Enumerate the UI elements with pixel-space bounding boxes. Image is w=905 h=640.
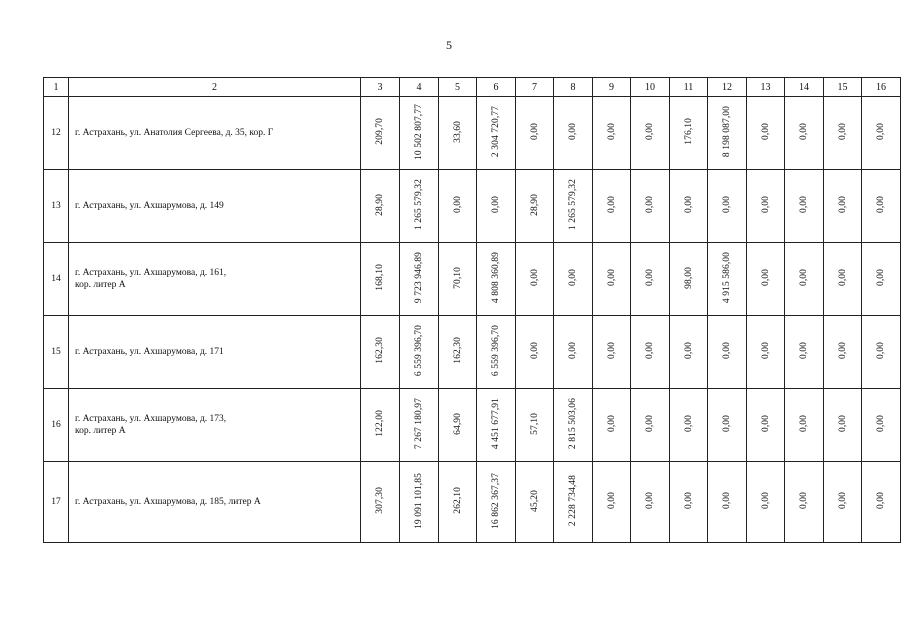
column-number-header: 16 — [862, 78, 901, 97]
table-row — [44, 243, 901, 316]
value-cell — [400, 316, 439, 389]
value-text: 0,00 — [799, 195, 809, 214]
value-text: 0,00 — [606, 414, 617, 433]
value-cell — [554, 462, 593, 543]
value-cell — [439, 97, 477, 170]
value-text: 0,00 — [837, 341, 848, 360]
value-cell — [439, 243, 477, 316]
row-number-cell: 16 — [44, 389, 69, 462]
value-cell — [824, 389, 862, 462]
value-text: 0,00 — [606, 268, 617, 287]
value-cell — [554, 316, 593, 389]
value-cell — [477, 462, 516, 543]
column-number-header: 3 — [361, 78, 400, 97]
address-line: г. Астрахань, ул. Анатолия Сергеева, д. 35, кор. Г — [75, 128, 274, 138]
value-cell — [862, 462, 901, 543]
value-text: 0,00 — [606, 195, 617, 214]
value-text: 4 915 586,00 — [722, 251, 732, 304]
value-cell — [708, 462, 747, 543]
value-cell — [400, 170, 439, 243]
value-cell — [785, 170, 824, 243]
value-cell — [554, 97, 593, 170]
value-text: 0,00 — [606, 491, 617, 510]
value-cell — [785, 462, 824, 543]
value-text: 0,00 — [568, 341, 578, 360]
value-cell — [361, 389, 400, 462]
value-text: 7 267 180,97 — [414, 397, 424, 450]
value-text: 0,00 — [722, 414, 732, 433]
value-cell — [708, 389, 747, 462]
column-number-header: 14 — [785, 78, 824, 97]
address-cell — [69, 243, 361, 316]
address-cell — [69, 316, 361, 389]
value-cell — [862, 389, 901, 462]
value-text: 33,60 — [452, 120, 463, 143]
value-cell — [785, 316, 824, 389]
column-number-header: 6 — [477, 78, 516, 97]
address-line: г. Астрахань, ул. Ахшарумова, д. 173, — [75, 414, 227, 424]
value-text: 0,00 — [683, 414, 694, 433]
value-text: 2 304 720,77 — [491, 105, 501, 158]
value-cell — [477, 243, 516, 316]
value-text: 57,10 — [529, 412, 540, 435]
column-number-header: 9 — [593, 78, 631, 97]
value-cell — [516, 170, 554, 243]
row-number-cell: 13 — [44, 170, 69, 243]
value-cell — [439, 316, 477, 389]
value-text: 4 451 677,91 — [491, 397, 501, 450]
value-text: 0,00 — [799, 491, 809, 510]
value-cell — [593, 462, 631, 543]
value-cell — [747, 170, 785, 243]
value-text: 4 808 360,89 — [491, 251, 501, 304]
value-text: 8 198 087,00 — [722, 105, 732, 158]
value-cell — [516, 243, 554, 316]
column-number-header: 13 — [747, 78, 785, 97]
value-text: 122,00 — [375, 410, 385, 437]
value-text: 176,10 — [683, 118, 694, 145]
column-number-header: 8 — [554, 78, 593, 97]
value-cell — [400, 462, 439, 543]
value-text: 0,00 — [760, 195, 771, 214]
value-text: 0,00 — [799, 341, 809, 360]
row-number-cell: 12 — [44, 97, 69, 170]
value-text: 70,10 — [452, 266, 463, 289]
value-text: 0,00 — [876, 195, 886, 214]
value-text: 0,00 — [876, 341, 886, 360]
value-text: 0,00 — [876, 491, 886, 510]
address-line: кор. литер А — [75, 426, 126, 436]
value-cell — [862, 170, 901, 243]
value-cell — [631, 170, 670, 243]
value-cell — [631, 389, 670, 462]
page-number: 5 — [446, 38, 452, 52]
value-cell — [670, 170, 708, 243]
value-text: 0,00 — [683, 195, 694, 214]
value-text: 0,00 — [876, 122, 886, 141]
value-cell — [593, 316, 631, 389]
value-text: 0,00 — [760, 122, 771, 141]
address-cell — [69, 97, 361, 170]
value-text: 0,00 — [645, 268, 655, 287]
value-text: 0,00 — [606, 341, 617, 360]
address-cell — [69, 389, 361, 462]
value-text: 16 862 367,37 — [491, 472, 501, 529]
value-cell — [670, 462, 708, 543]
address-cell — [69, 170, 361, 243]
value-cell — [361, 462, 400, 543]
value-cell — [361, 170, 400, 243]
value-text: 0,00 — [799, 268, 809, 287]
value-text: 2 815 503,06 — [568, 397, 578, 450]
value-cell — [708, 243, 747, 316]
table-row — [44, 97, 901, 170]
value-text: 6 559 396,70 — [491, 324, 501, 377]
value-text: 0,00 — [837, 414, 848, 433]
value-cell — [670, 97, 708, 170]
value-cell — [670, 389, 708, 462]
value-text: 0,00 — [645, 341, 655, 360]
value-cell — [747, 97, 785, 170]
column-number-header: 5 — [439, 78, 477, 97]
value-text: 0,00 — [452, 195, 463, 214]
table-row — [44, 462, 901, 543]
value-text: 0,00 — [568, 122, 578, 141]
value-cell — [708, 170, 747, 243]
value-text: 1 265 579,32 — [568, 178, 578, 231]
value-cell — [516, 316, 554, 389]
table-header-row — [44, 78, 901, 97]
value-text: 28,90 — [529, 193, 540, 216]
value-cell — [708, 316, 747, 389]
value-text: 0,00 — [876, 414, 886, 433]
value-cell — [824, 316, 862, 389]
value-text: 0,00 — [760, 341, 771, 360]
value-text: 0,00 — [760, 491, 771, 510]
value-cell — [670, 316, 708, 389]
value-cell — [516, 97, 554, 170]
column-number-header: 11 — [670, 78, 708, 97]
value-text: 28,90 — [375, 193, 385, 216]
value-text: 0,00 — [722, 195, 732, 214]
value-cell — [747, 316, 785, 389]
value-text: 162,30 — [375, 337, 385, 364]
value-cell — [785, 243, 824, 316]
value-cell — [785, 97, 824, 170]
column-number-header: 1 — [44, 78, 69, 97]
value-text: 0,00 — [606, 122, 617, 141]
value-text: 0,00 — [529, 341, 540, 360]
value-cell — [631, 316, 670, 389]
value-text: 168,10 — [375, 264, 385, 291]
value-cell — [439, 462, 477, 543]
value-text: 0,00 — [529, 122, 540, 141]
value-cell — [670, 243, 708, 316]
value-text: 0,00 — [722, 341, 732, 360]
value-text: 0,00 — [837, 491, 848, 510]
column-number-header: 4 — [400, 78, 439, 97]
value-text: 0,00 — [837, 195, 848, 214]
table-row — [44, 389, 901, 462]
address-line: г. Астрахань, ул. Ахшарумова, д. 171 — [75, 347, 224, 357]
value-cell — [439, 170, 477, 243]
value-text: 0,00 — [683, 341, 694, 360]
value-cell — [747, 243, 785, 316]
value-text: 9 723 946,89 — [414, 251, 424, 304]
value-text: 262,10 — [452, 487, 463, 514]
value-text: 0,00 — [799, 414, 809, 433]
value-cell — [631, 97, 670, 170]
value-cell — [361, 243, 400, 316]
value-cell — [477, 389, 516, 462]
value-text: 19 091 101,85 — [414, 472, 424, 529]
value-cell — [747, 389, 785, 462]
value-text: 307,30 — [375, 487, 385, 514]
value-cell — [400, 243, 439, 316]
value-cell — [593, 243, 631, 316]
value-text: 0,00 — [568, 268, 578, 287]
value-cell — [400, 97, 439, 170]
column-number-header: 10 — [631, 78, 670, 97]
value-cell — [477, 97, 516, 170]
column-number-header: 12 — [708, 78, 747, 97]
column-number-header: 15 — [824, 78, 862, 97]
address-line: г. Астрахань, ул. Ахшарумова, д. 149 — [75, 201, 224, 211]
value-cell — [824, 462, 862, 543]
value-text: 0,00 — [760, 268, 771, 287]
row-number-cell: 17 — [44, 462, 69, 543]
value-cell — [747, 462, 785, 543]
value-cell — [824, 97, 862, 170]
value-text: 0,00 — [876, 268, 886, 287]
value-cell — [824, 243, 862, 316]
column-number-header: 7 — [516, 78, 554, 97]
value-text: 0,00 — [683, 491, 694, 510]
value-text: 0,00 — [760, 414, 771, 433]
value-text: 1 265 579,32 — [414, 178, 424, 231]
value-text: 10 502 807,77 — [414, 103, 424, 160]
value-cell — [400, 389, 439, 462]
value-cell — [439, 389, 477, 462]
value-text: 0,00 — [645, 491, 655, 510]
value-cell — [477, 170, 516, 243]
address-line: г. Астрахань, ул. Ахшарумова, д. 161, — [75, 268, 227, 278]
table-row — [44, 316, 901, 389]
data-table — [43, 77, 901, 543]
value-cell — [477, 316, 516, 389]
value-cell — [862, 97, 901, 170]
value-cell — [593, 170, 631, 243]
value-cell — [593, 389, 631, 462]
value-cell — [862, 243, 901, 316]
address-line: кор. литер А — [75, 280, 126, 290]
address-cell — [69, 462, 361, 543]
value-text: 209,70 — [375, 118, 385, 145]
value-text: 64,90 — [452, 412, 463, 435]
value-text: 98,00 — [683, 266, 694, 289]
value-cell — [631, 462, 670, 543]
value-text: 45,20 — [529, 489, 540, 512]
value-cell — [516, 462, 554, 543]
row-number-cell: 14 — [44, 243, 69, 316]
value-cell — [631, 243, 670, 316]
value-cell — [862, 316, 901, 389]
value-text: 0,00 — [837, 268, 848, 287]
value-text: 0,00 — [722, 491, 732, 510]
column-number-header: 2 — [69, 78, 361, 97]
value-cell — [708, 97, 747, 170]
value-cell — [554, 243, 593, 316]
value-cell — [361, 97, 400, 170]
value-text: 0,00 — [837, 122, 848, 141]
value-cell — [785, 389, 824, 462]
value-text: 0,00 — [645, 195, 655, 214]
value-cell — [516, 389, 554, 462]
value-cell — [593, 97, 631, 170]
value-text: 6 559 396,70 — [414, 324, 424, 377]
address-line: г. Астрахань, ул. Ахшарумова, д. 185, литер А — [75, 497, 261, 507]
value-text: 2 228 734,48 — [568, 474, 578, 527]
table-row — [44, 170, 901, 243]
value-text: 0,00 — [529, 268, 540, 287]
row-number-cell: 15 — [44, 316, 69, 389]
value-cell — [824, 170, 862, 243]
value-cell — [554, 389, 593, 462]
value-text: 0,00 — [491, 195, 501, 214]
value-text: 162,30 — [452, 337, 463, 364]
value-text: 0,00 — [645, 122, 655, 141]
value-text: 0,00 — [799, 122, 809, 141]
value-cell — [361, 316, 400, 389]
value-cell — [554, 170, 593, 243]
value-text: 0,00 — [645, 414, 655, 433]
